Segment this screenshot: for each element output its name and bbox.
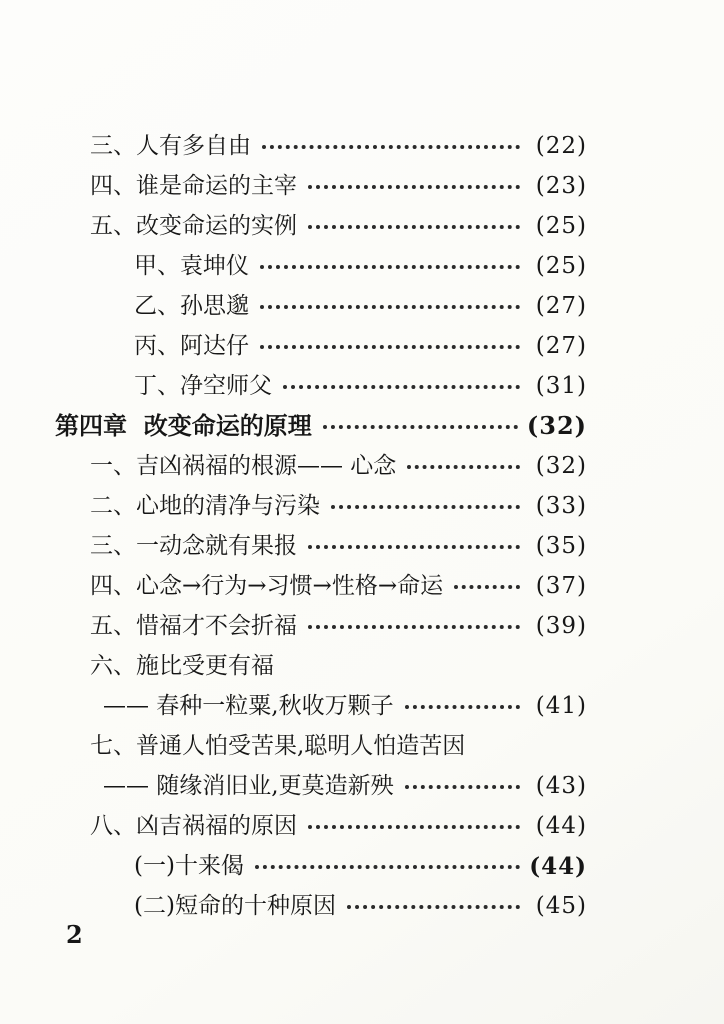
toc-row [55, 846, 587, 886]
toc-row [55, 126, 587, 166]
toc-entry-title: —— 春种一粒粟,秋收万颗子 [103, 692, 394, 719]
toc-entry-title: 八、凶吉祸福的原因 [90, 812, 297, 839]
toc-row [55, 446, 587, 486]
toc-entry-title: (二)短命的十种原因 [134, 892, 336, 919]
dot-leader [331, 505, 520, 509]
toc-chapter-row [55, 406, 587, 446]
toc-entry-page: (22) [535, 132, 587, 159]
toc-row [55, 366, 587, 406]
dot-leader [347, 905, 520, 909]
toc-entry-page: (45) [535, 892, 587, 919]
toc-row [55, 806, 587, 846]
toc-entry-title: 四、谁是命运的主宰 [90, 172, 297, 199]
toc-list [55, 126, 587, 926]
toc-entry-title: 三、人有多自由 [90, 132, 251, 159]
toc-row [55, 886, 587, 926]
toc-entry-title: 五、惜福才不会折福 [90, 612, 297, 639]
dot-leader [308, 185, 520, 189]
dot-leader [454, 585, 520, 589]
dot-leader [308, 825, 520, 829]
toc-entry-page: (31) [535, 372, 587, 399]
toc-entry-title: 七、普通人怕受苦果,聪明人怕造苦因 [90, 732, 466, 759]
toc-row [55, 726, 587, 766]
toc-row [55, 646, 587, 686]
toc-entry-title: 二、心地的清净与污染 [90, 492, 320, 519]
toc-entry-title: 乙、孙思邈 [134, 292, 249, 319]
toc-entry-page: (37) [535, 572, 587, 599]
toc-entry-title: 五、改变命运的实例 [90, 212, 297, 239]
toc-row [55, 206, 587, 246]
toc-entry-page: (39) [535, 612, 587, 639]
toc-entry-page: (27) [535, 332, 587, 359]
toc-row [55, 286, 587, 326]
dot-leader [405, 705, 520, 709]
toc-row [55, 326, 587, 366]
toc-entry-page: (43) [535, 772, 587, 799]
toc-entry-page: (25) [535, 212, 587, 239]
dot-leader [260, 305, 520, 309]
toc-entry-page: (44) [535, 812, 587, 839]
folio-page-number: 2 [66, 920, 83, 949]
toc-subtitle-row [55, 766, 587, 806]
dot-leader [260, 265, 520, 269]
dot-leader [260, 345, 520, 349]
toc-entry-title: 三、一动念就有果报 [90, 532, 297, 559]
dot-leader [308, 545, 520, 549]
toc-row [55, 486, 587, 526]
toc-entry-title: 丙、阿达仔 [134, 332, 249, 359]
toc-entry-page: (27) [535, 292, 587, 319]
toc-entry-page: (33) [535, 492, 587, 519]
toc-entry-page: (41) [535, 692, 587, 719]
dot-leader [308, 225, 520, 229]
dot-leader [405, 785, 520, 789]
toc-row [55, 526, 587, 566]
dot-leader [308, 625, 520, 629]
toc-row [55, 246, 587, 286]
toc-entry-title: —— 随缘消旧业,更莫造新殃 [103, 772, 394, 799]
toc-row [55, 566, 587, 606]
dot-leader [255, 865, 520, 869]
dot-leader [262, 145, 520, 149]
toc-entry-title: 一、吉凶祸福的根源—— 心念 [90, 452, 397, 479]
toc-subtitle-row [55, 686, 587, 726]
toc-entry-page: (44) [529, 852, 587, 880]
toc-entry-title: 丁、净空师父 [134, 372, 272, 399]
toc-row [55, 606, 587, 646]
toc-chapter-title: 第四章 改变命运的原理 [55, 411, 312, 440]
toc-entry-title: 四、心念→行为→习惯→性格→命运 [90, 572, 444, 599]
toc-entry-title: 甲、袁坤仪 [134, 252, 249, 279]
toc-entry-page: (23) [535, 172, 587, 199]
toc-entry-title: 六、施比受更有福 [90, 652, 274, 679]
toc-row [55, 166, 587, 206]
dot-leader [323, 425, 518, 429]
toc-entry-title: (一)十来偈 [134, 852, 244, 879]
toc-entry-page: (25) [535, 252, 587, 279]
toc-entry-page: (32) [535, 452, 587, 479]
dot-leader [407, 465, 520, 469]
dot-leader [283, 385, 520, 389]
toc-entry-page: (35) [535, 532, 587, 559]
toc-entry-page: (32) [526, 411, 587, 440]
